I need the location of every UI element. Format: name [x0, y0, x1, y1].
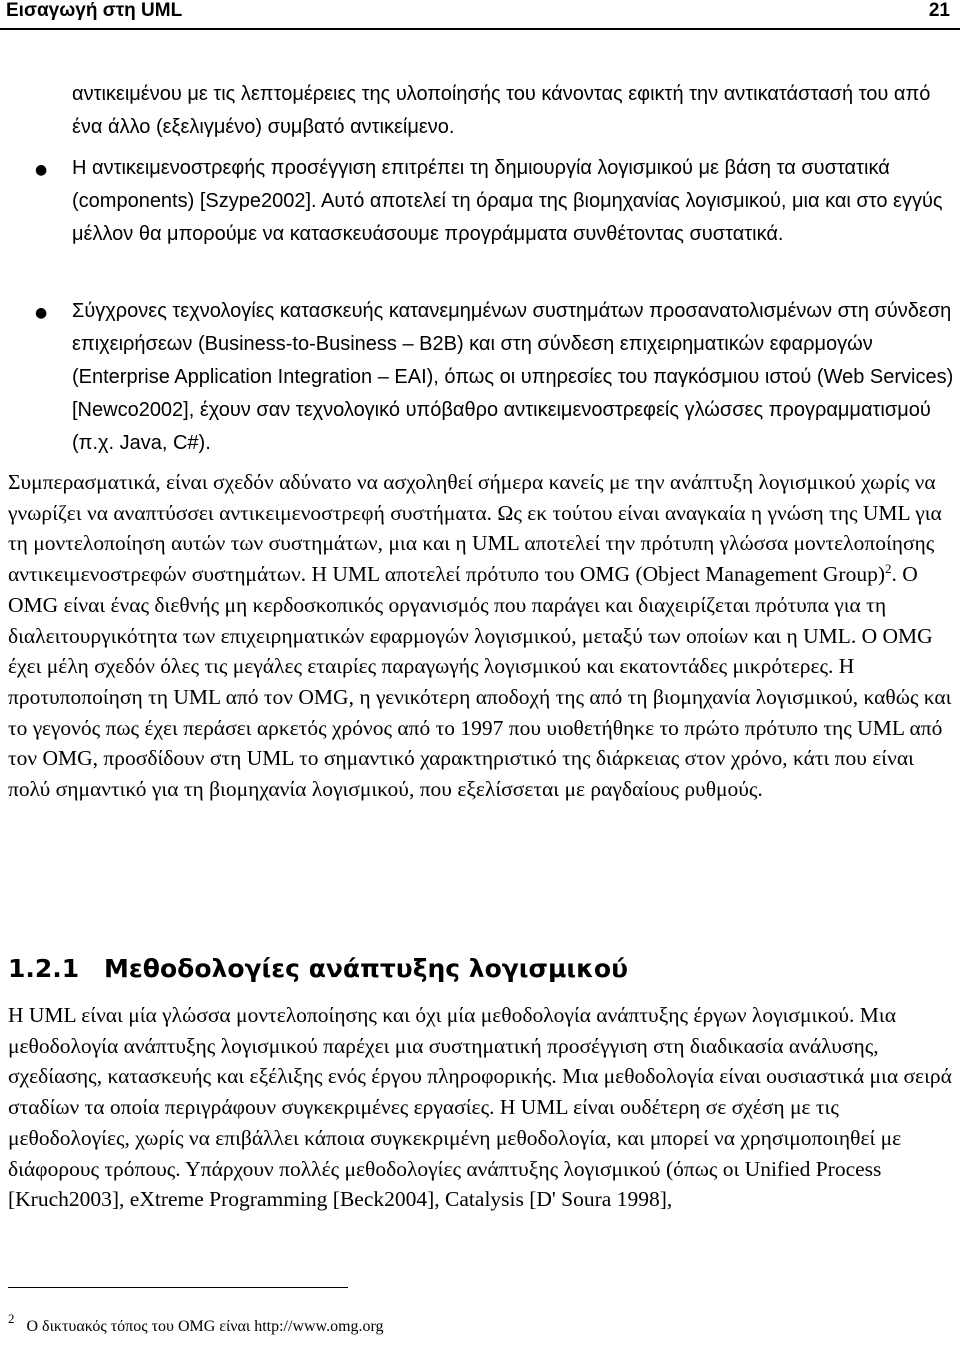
footnote-rule [8, 1287, 348, 1288]
header-title: Εισαγωγή στη UML [6, 0, 183, 21]
section-title: Μεθοδολογίες ανάπτυξης λογισμικού [104, 954, 628, 983]
header-rule [0, 28, 960, 30]
section-heading [8, 952, 628, 986]
bullet-item-2 [72, 295, 954, 460]
bullet-item-1 [72, 152, 954, 251]
bullet-item-1-text: Η αντικειμενοστρεφής προσέγγιση επιτρέπει τη δημιουργία λογισμικού με βάση τα συστατικά (components) [Szype2002]. Αυτό αποτελεί τη όραμα της βιομηχανίας λογισμικού, μια και στο εγγύς μέλλον θα μπορούμε να κατασκευάσουμε προγράμματα συνθέτοντας συστατικά. [72, 157, 943, 245]
paragraph-1-part-a: Συμπερασματικά, είναι σχεδόν αδύνατο να ασχοληθεί σήμερα κανείς με την ανάπτυξη λογισμικού χωρίς να γνωρίζει να αναπτύσσει αντικειμενοστρεφή συστήματα. Ως εκ τούτου είναι αναγκαία η γνώση της UML για τη μοντελοποίηση αυτών των συστημάτων, μια και η UML αποτελεί την πρότυπη γλώσσα μοντελοποίησης αντικειμενοστρεφών συστημάτων. Η UML αποτελεί πρότυπο του OMG (Object Management Group) [8, 470, 942, 587]
paragraph-1-part-b: . Ο OMG είναι ένας διεθνής μη κερδοσκοπικός οργανισμός που παράγει και διαχειρίζεται πρότυπα για τη διαλειτουργικότητα των επιχειρηματικών εφαρμογών λογισμικού, μεταξύ των οποίων και η UML. Ο OMG έχει μέλη σχεδόν όλες τις μεγάλες εταιρίες παραγωγής λογισμικού και εκατοντάδες μικρότερες. Η προτυποποίηση τη UML από τον OMG, η γενικότερη αποδοχή της από τη βιομηχανία λογισμικού, καθώς και το γεγονός πως έχει περάσει αρκετός χρόνος από το 1997 που υιοθετήθηκε το πρώτο πρότυπο της UML από τον OMG, προσδίδουν στη UML το σημαντικό χαρακτηριστικό της διάρκειας στον χρόνο, κάτι που είναι πολύ σημαντικό για τη βιομηχανία λογισμικού, που εξελίσσεται με ραγδαίους ρυθμούς. [8, 562, 952, 802]
paragraph-1-text [8, 467, 954, 805]
bullet-continuation-text: αντικειμένου με τις λεπτομέρειες της υλοποίησής του κάνοντας εφικτή την αντικατάστασή του από ένα άλλο (εξελιγμένο) συμβατό αντικείμενο. [72, 83, 931, 138]
footnote-mark: 2 [8, 1311, 15, 1326]
bullet-marker-2: ● [35, 305, 48, 321]
footnote-reference: 2 [885, 560, 892, 576]
running-header [0, 0, 960, 26]
bullet-continuation [72, 78, 954, 144]
paragraph-2-text: Η UML είναι μία γλώσσα μοντελοποίησης και όχι μία μεθοδολογία ανάπτυξης έργων λογισμικού. Μια μεθοδολογία ανάπτυξης λογισμικού παρέχει μια συστηματική προσέγγιση στη διαδικασία ανάλυσης, σχεδίασης, κατασκευής και εξέλιξης ενός έργου πληροφορικής. Μια μεθοδολογία είναι ουσιαστικά μια σειρά σταδίων τα οποία περιγράφουν συγκεκριμένες εργασίες. Η UML είναι ουδέτερη σε σχέση με τις μεθοδολογίες, χωρίς να επιβάλλει κάποια συγκεκριμένη μεθοδολογία, και μπορεί να χρησιμοποιηθεί με διάφορους τρόπους. Υπάρχουν πολλές μεθοδολογίες ανάπτυξης λογισμικού (όπως οι Unified Process [Kruch2003], eXtreme Programming [Beck2004], Catalysis [D' Soura 1998], [8, 1003, 952, 1212]
paragraph-2 [8, 1000, 954, 1215]
page-number: 21 [928, 0, 950, 21]
paragraph-1 [8, 467, 954, 805]
footnote-text: Ο δικτυακός τόπος του OMG είναι http://www.omg.org [26, 1318, 384, 1335]
footnote [8, 1311, 384, 1338]
bullet-item-2-text: Σύγχρονες τεχνολογίες κατασκευής κατανεμημένων συστημάτων προσανατολισμένων στη σύνδεση επιχειρήσεων (Business-to-Business – B2B) και στη σύνδεση επιχειρηματικών εφαρμογών (Enterprise Application Integration – EAI), όπως οι υπηρεσίες του παγκόσμιου ιστού (Web Services) [Newco2002], έχουν σαν τεχνολογικό υπόβαθρο αντικειμενοστρεφείς γλώσσες προγραμματισμού (π.χ. Java, C#). [72, 300, 954, 454]
bullet-marker-1: ● [35, 162, 48, 178]
section-number: 1.2.1 [8, 954, 80, 983]
